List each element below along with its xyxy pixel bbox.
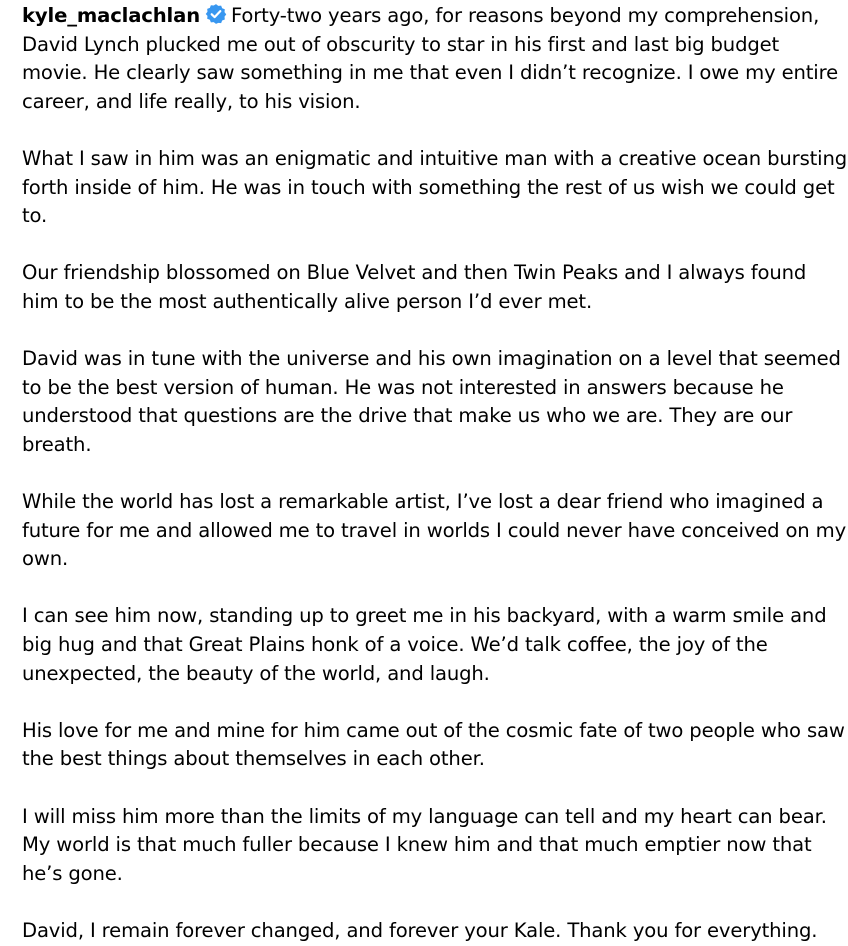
verified-badge-icon xyxy=(205,3,227,25)
caption-paragraph: I will miss him more than the limits of my language can tell and my heart can bear. My world is that much fuller because I knew him and that much emptier now that he’s gone. xyxy=(22,804,827,885)
caption-paragraph: What I saw in him was an enigmatic and intuitive man with a creative ocean bursting forth inside of him. He was in touch with something the rest of us wish we could get to. xyxy=(22,146,848,228)
caption-paragraph: I can see him now, standing up to greet me in his backyard, with a warm smile and big hug and that Great Plains honk of a voice. We’d talk coffee, the joy of the unexpected, the beauty of the world, and laugh. xyxy=(22,604,827,685)
caption-paragraph xyxy=(22,2,848,116)
caption-paragraph: While the world has lost a remarkable artist, I’ve lost a dear friend who imagined a future for me and allowed me to travel in worlds I could never have conceived on my own. xyxy=(22,490,847,571)
post-caption xyxy=(22,2,848,946)
caption-paragraph: David was in tune with the universe and his own imagination on a level that seemed to be the best version of human. He was not interested in answers because he understood that questions are the drive that make us who we are. They are our breath. xyxy=(22,347,841,456)
caption-text: Forty-two years ago, for reasons beyond my comprehension, David Lynch plucked me out of obscurity to star in his first and last big budget movie. He clearly saw something in me that even I didn’t recognize. I owe my entire career, and life really, to his vision. xyxy=(22,4,838,113)
username-link[interactable]: kyle_maclachlan xyxy=(22,4,200,27)
caption-paragraph: His love for me and mine for him came out of the cosmic fate of two people who saw the best things about themselves in each other. xyxy=(22,718,845,771)
caption-paragraph: David, I remain forever changed, and forever your Kale. Thank you for everything. xyxy=(22,919,818,942)
caption-paragraph: Our friendship blossomed on Blue Velvet and then Twin Peaks and I always found him to be the most authentically alive person I’d ever met. xyxy=(22,261,807,313)
